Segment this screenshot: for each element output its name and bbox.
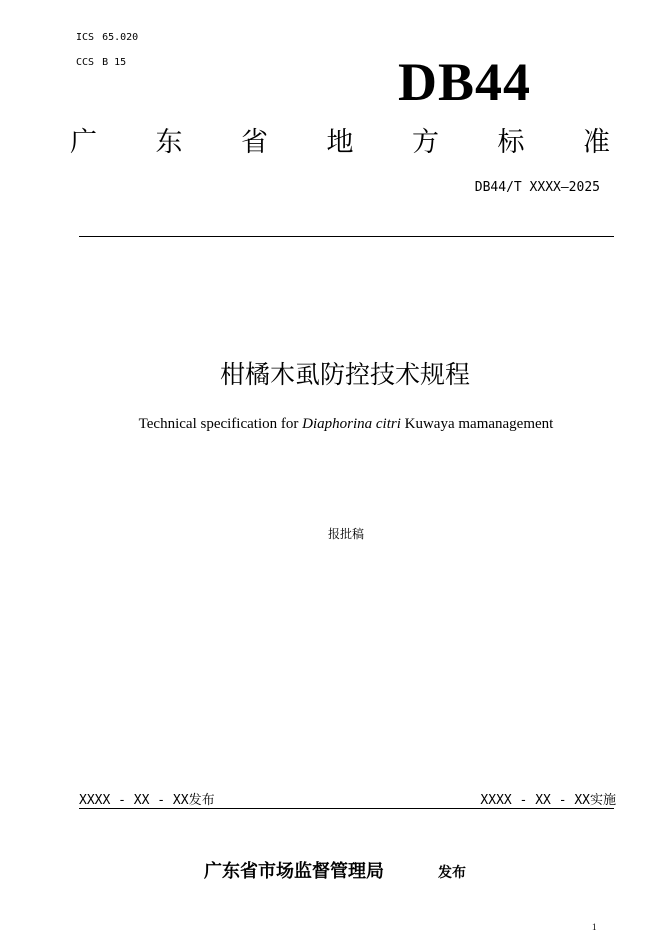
standard-type-char: 广	[70, 127, 97, 158]
standard-type-char: 准	[583, 127, 610, 158]
publish-date: XXXX - XX - XX发布	[79, 793, 215, 808]
ccs-code	[76, 57, 134, 68]
bottom-divider	[79, 808, 614, 809]
page-number: 1	[592, 922, 597, 932]
standard-type-char: 东	[155, 127, 183, 158]
effective-date: XXXX - XX - XX实施	[480, 793, 616, 808]
title-en-suffix: Kuwaya mamanagement	[400, 416, 554, 432]
issuing-authority: 广东省市场监督管理局	[204, 861, 384, 882]
ics-value: 65.020	[102, 32, 139, 43]
title-en-species: Diaphorina citri	[302, 416, 401, 432]
draft-status: 报批稿	[327, 527, 364, 541]
standard-type-heading	[70, 126, 610, 160]
top-divider	[79, 236, 614, 237]
issuing-action: 发布	[438, 865, 466, 881]
ics-code	[76, 32, 146, 43]
standard-type-char: 地	[326, 127, 354, 158]
standard-code: DB44	[398, 52, 532, 112]
document-title-en	[0, 416, 662, 433]
document-number: DB44/T XXXX—2025	[474, 180, 600, 195]
ccs-value: B 15	[102, 57, 127, 68]
document-title-zh: 柑橘木虱防控技术规程	[219, 360, 470, 389]
standard-type-char: 方	[412, 127, 439, 158]
standard-type-char: 标	[497, 127, 525, 158]
title-en-prefix: Technical specification for	[138, 416, 303, 432]
standard-type-char: 省	[241, 127, 268, 158]
ics-label: ICS	[76, 32, 95, 43]
ccs-label: CCS	[76, 57, 95, 68]
